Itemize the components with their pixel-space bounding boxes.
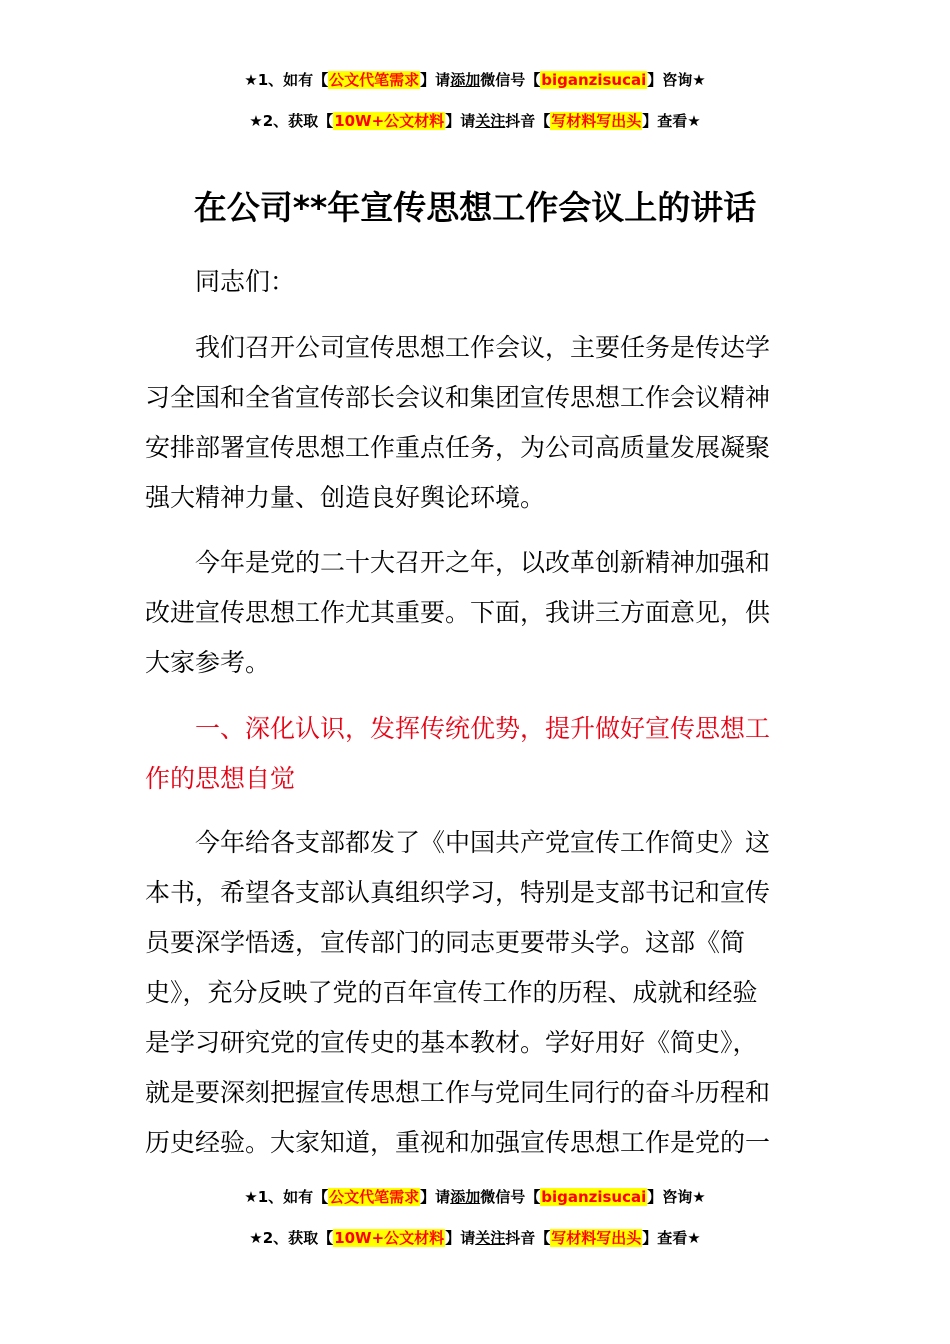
underlined-text: 关注 — [475, 1229, 506, 1247]
underlined-text: 添加 — [450, 1188, 481, 1206]
douyin-highlight: 写材料写出头 — [551, 1229, 642, 1247]
salutation — [145, 257, 810, 307]
notice-text: 抖音【 — [505, 1229, 551, 1247]
notice-text: 】请 — [420, 71, 451, 89]
paragraph-line: 我们召开公司宣传思想工作会议，主要任务是传达学 — [195, 333, 771, 362]
paragraph-line: 就是要深刻把握宣传思想工作与党同生同行的奋斗历程和 — [145, 1078, 771, 1107]
notice-text: 抖音【 — [505, 112, 551, 130]
notice-text: 】请 — [420, 1188, 451, 1206]
notice-text: 】查看★ — [642, 1229, 701, 1247]
heading-line: 作的思想自觉 — [145, 764, 296, 793]
header-notice-line-2 — [0, 111, 950, 131]
heading-line: 一、深化认识，发挥传统优势，提升做好宣传思想工 — [195, 714, 771, 743]
highlight-tag: 公文代笔需求 — [329, 71, 420, 89]
notice-text: 】咨询★ — [647, 1188, 706, 1206]
paragraph-line: 历史经验。大家知道，重视和加强宣传思想工作是党的一 — [145, 1128, 771, 1157]
paragraph-line: 安排部署宣传思想工作重点任务，为公司高质量发展凝聚 — [145, 433, 771, 462]
paragraph-line: 史》，充分反映了党的百年宣传工作的历程、成就和经验 — [145, 978, 758, 1007]
underlined-text: 关注 — [475, 112, 506, 130]
paragraph-3 — [145, 818, 810, 1168]
footer-notice-line-1 — [0, 1187, 950, 1207]
header-notice-line-1 — [0, 70, 950, 90]
notice-text: 】请 — [445, 112, 476, 130]
wechat-id-highlight: biganzisucai — [541, 71, 647, 89]
highlight-tag: 10W+公文材料 — [334, 1229, 445, 1247]
wechat-id-highlight: biganzisucai — [541, 1188, 647, 1206]
paragraph-line: 今年是党的二十大召开之年，以改革创新精神加强和 — [195, 548, 771, 577]
highlight-tag: 公文代笔需求 — [329, 1188, 420, 1206]
notice-text: 】咨询★ — [647, 71, 706, 89]
notice-text: 】请 — [445, 1229, 476, 1247]
notice-text: ★1、如有【 — [244, 71, 329, 89]
paragraph-line: 员要深学悟透，宣传部门的同志更要带头学。这部《简 — [145, 928, 746, 957]
paragraph-line: 今年给各支部都发了《中国共产党宣传工作简史》这 — [195, 828, 771, 857]
section-heading-1 — [145, 704, 810, 804]
paragraph-line: 强大精神力量、创造良好舆论环境。 — [145, 483, 546, 512]
notice-text: ★2、获取【 — [249, 112, 334, 130]
underlined-text: 添加 — [450, 71, 481, 89]
notice-text: 微信号【 — [480, 1188, 541, 1206]
paragraph-2 — [145, 538, 810, 688]
notice-text: 微信号【 — [480, 71, 541, 89]
paragraph-line: 改进宣传思想工作尤其重要。下面，我讲三方面意见，供 — [145, 598, 771, 627]
notice-text: ★2、获取【 — [249, 1229, 334, 1247]
notice-text: ★1、如有【 — [244, 1188, 329, 1206]
paragraph-line: 是学习研究党的宣传史的基本教材。学好用好《简史》， — [145, 1028, 758, 1057]
salutation-text: 同志们： — [195, 267, 296, 296]
paragraph-line: 习全国和全省宣传部长会议和集团宣传思想工作会议精神 — [145, 383, 771, 412]
document-title: 在公司**年宣传思想工作会议上的讲话 — [193, 188, 757, 227]
paragraph-1 — [145, 323, 810, 523]
paragraph-line: 本书，希望各支部认真组织学习，特别是支部书记和宣传 — [145, 878, 771, 907]
douyin-highlight: 写材料写出头 — [551, 112, 642, 130]
footer-notice-line-2 — [0, 1228, 950, 1248]
paragraph-line: 大家参考。 — [145, 648, 271, 677]
highlight-tag: 10W+公文材料 — [334, 112, 445, 130]
notice-text: 】查看★ — [642, 112, 701, 130]
